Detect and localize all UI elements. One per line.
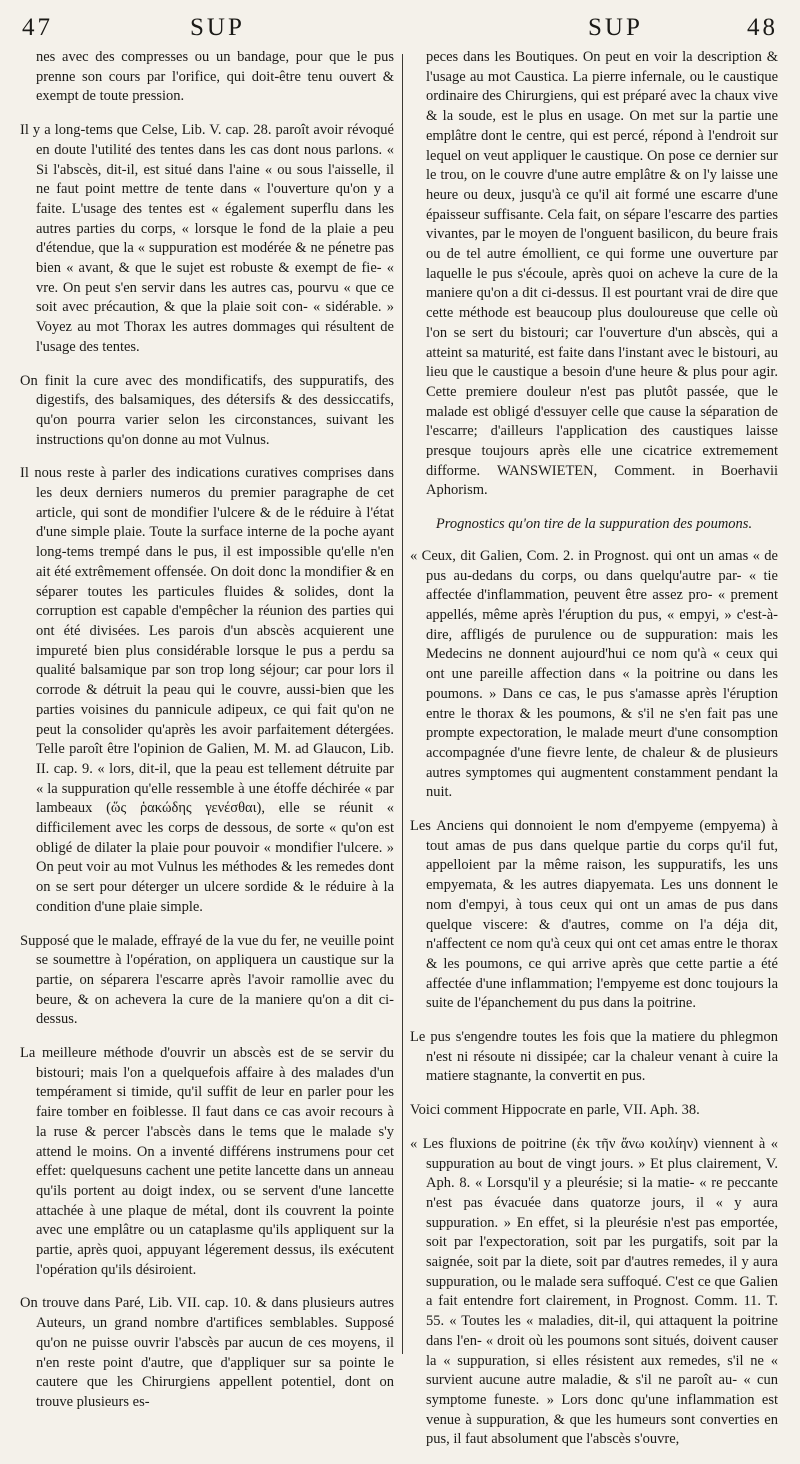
paragraph: On trouve dans Paré, Lib. VII. cap. 10. & dans plusieurs autres Auteurs, un grand nombre d'artifices semblables. Supposé qu'on ne puisse ouvrir l'abscès par aucun de ces moyens, il n'en reste point d'autre, que d'appliquer sur sa pointe le cautere que les Chirurgiens appellent potentiel, dont on trouve plusieurs es-	[20, 1295, 394, 1410]
running-title-right: SUP	[588, 14, 643, 41]
paragraph: Voici comment Hippocrate en parle, VII. Aph. 38.	[410, 1102, 700, 1119]
running-header	[22, 14, 778, 50]
paragraph: Supposé que le malade, effrayé de la vue du fer, ne veuille point se soumettre à l'opération, on appliquera un caustique sur la partie, on séparera l'escarre après l'avoir ramollie avec du beure, & on achevera la cure de la maniere qu'on a dit ci-dessus.	[20, 932, 394, 1028]
page-number-right: 48	[747, 14, 778, 41]
paragraph: Les Anciens qui donnoient le nom d'empyeme (empyema) à tout amas de pus dans quelque partie du corps qu'il fut, appelloient par la même raison, les suppuratifs, les uns empyemata, & les autres diapyemata. Les uns donnent le nom d'empyi, à tous ceux qui ont un amas de pus dans quelque viscere: & d'autres, comme on l'a déja dit, n'affectent ce nom qu'à ceux qui ont cet amas entre le thorax & les poumons, ce qui arrive après que cette partie a été affectée d'une inflammation; l'empyeme est donc toujours la suite de l'épanchement du pus dans la poitrine.	[410, 818, 778, 1012]
paragraph: « Les fluxions de poitrine (ἐκ τῆν ἄνω κοιλίην) viennent à « suppuration au bout de vingt jours. » Et plus clairement, V. Aph. 8. « Lorsqu'il y a pleurésie; si la matie- « re peccante n'est pas évacuée dans quatorze jours, il « y aura suppuration. » En effet, si la pleurésie n'est pas emportée, soit par l'expectoration, soit par les purgatifs, soit par la saignée, soit par la diete, soit par d'autres remedes, il y aura suppuration, ou le malade sera suffoqué. C'est ce que Galien a fait entendre fort clairement, in Prognost. Comm. 11. T. 55. « Toutes les « maladies, dit-il, qui attaquent la poitrine dans l'en- « droit où les poumons sont situés, doivent causer la « suppuration, si elles résistent aux remedes, s'il ne « survient aucune autre maladie, & s'il ne paroît au- « cun symptome funeste. » Lors donc qu'une inflammation est venue à suppuration, & que les humeurs sont converties en pus, il faut absolument que l'abscès s'ouvre,	[410, 1135, 778, 1448]
paragraph: peces dans les Boutiques. On peut en voir la description & l'usage au mot Caustica. La pierre infernale, ou le caustique ordinaire des Chirurgiens, qui est préparé avec la chaux vive & la soude, est le plus en usage. On met sur la partie une emplâtre dont le centre, qui est percé, répond à l'endroit sur lequel on veut appliquer le caustique. On pose ce dernier sur le trou, on le couvre d'une autre emplâtre & on l'y laisse une heure ou deux, jusqu'à ce qu'il ait formé une escarre d'une épaisseur suffisante. Cela fait, on sépare l'escarre des parties vivantes, par le moyen de l'onguent basilicon, du beure frais ou de tel autre émollient, ce qui forme une ouverture par laquelle le pus s'écoule, après quoi on acheve la cure de la maniere qu'on a dit ci-dessus. Il est pourtant vrai de dire que cette méthode est beaucoup plus douloureuse que celle où l'on se sert du bistouri; car l'ouverture d'un abscès, qui a atteint sa maturité, est faite dans l'instant avec le bistouri, au lieu que le caustique a besoin d'une heure & plus pour agir. Cette premiere douleur n'est pas plutôt passée, que le malade est obligé d'essuyer celle que cause la séparation de l'escarre; d'ailleurs l'application des caustiques laisse presque toujours après elle une cicatrice extremement difforme. WANSWIETEN, Comment. in Boerhavii Aphorism.	[426, 49, 778, 499]
left-column	[20, 48, 394, 1427]
right-column	[410, 48, 778, 1464]
paragraph: La meilleure méthode d'ouvrir un abscès est de se servir du bistouri; mais l'on a quelquefois affaire à des malades d'un tempérament si timide, qu'il suffit de leur en parler pour les faire tomber en foiblesse. Il faut dans ce cas avoir recours à la ruse & percer l'abscès dans le tems que le malade s'y attend le moins. On a inventé différens instrumens pour cet effet: quelquesuns cachent une petite lancette dans un anneau qu'ils portent au doigt index, ou se servent d'une lancette attachée à une plaque de métal, dont ils couvrent la pointe avec une emplâtre ou un cataplasme qu'ils appliquent sur la partie, après quoi, appuyant légerement dessus, ils exécutent l'opération qu'ils désiroient.	[20, 1045, 394, 1278]
paragraph: On finit la cure avec des mondificatifs, des suppuratifs, des digestifs, des balsamiques, des détersifs & des dessiccatifs, qu'on pourra varier selon les circonstances, suivant les instructions qu'on donne au mot Vulnus.	[20, 372, 394, 448]
paragraph: Le pus s'engendre toutes les fois que la matiere du phlegmon n'est ni résoute ni dissipée; car la chaleur venant à cuire la matiere stagnante, la convertit en pus.	[410, 1029, 778, 1085]
paragraph: Il y a long-tems que Celse, Lib. V. cap. 28. paroît avoir révoqué en doute l'utilité des tentes dans les cas dont nous parlons. « Si l'abscès, dit-il, est situé dans l'aine « ou sous l'aisselle, il ne faut point mettre de tente dans « l'ouverture qu'on y a faite. L'usage des tentes est « également superflu dans les autres parties du corps, « lorsque le fond de la plaie a peu d'étendue, que la « suppuration est modérée & ne pénetre pas bien « avant, & que le sujet est robuste & exempt de fie- « vre. On peut s'en servir dans les autres cas, pourvu « que ce soit avec précaution, & que la plaie soit con- « sidérable. » Voyez au mot Thorax les autres dommages qui résultent de l'usage des tentes.	[20, 122, 394, 355]
running-title-left: SUP	[190, 14, 245, 41]
page-number-left: 47	[22, 14, 53, 41]
paragraph: Il nous reste à parler des indications curatives comprises dans les deux derniers numeros du premier paragraphe de cet article, qui sont de mondifier l'ulcere & de le réduire à l'état d'une simple plaie. Toute la surface interne de la poche ayant long-tems trempé dans le pus, il est impossible qu'elle n'en ait été extrêmement offensée. On doit donc la mondifier & en séparer toutes les particules fluides & solides, dont la corruption est capable d'empêcher la réunion des parties qui ont été divisées. Les parois d'un abscès acquierent une impureté bien plus considérable lorsque le pus a perdu sa qualité balsamique par son trop long séjour; car pour lors il corrode & détruit la peau qui le couvre, aussi-bien que les parties voisines du pannicule adipeux, ce qui fait qu'on ne peut la consolider qu'après les avoir parfaitement détergées. Telle paroît être l'opinion de Galien, M. M. ad Glaucon, Lib. II. cap. 9. « lors, dit-il, que la peau est tellement détruite par « la suppuration qu'elle ressemble à une étoffe déchirée « par lambeaux (ὥς ῥακώδης γενέσθαι), elle se réunit « difficilement avec les corps de dessous, de sorte « qu'on est obligé de dilater la plaie pour pouvoir « mondifier l'ulcere. » On peut voir au mot Vulnus les méthodes & les remedes dont on se sert pour déterger un ulcere sordide & le réduire à la condition d'une plaie simple.	[20, 465, 394, 915]
column-divider	[402, 54, 403, 1354]
paragraph: nes avec des compresses ou un bandage, pour que le pus prenne son cours par l'orifice, qui doit-être tenu ouvert & exempt de toute pression.	[36, 49, 394, 105]
section-heading: Prognostics qu'on tire de la suppuration des poumons.	[435, 516, 753, 533]
paragraph: « Ceux, dit Galien, Com. 2. in Prognost. qui ont un amas « de pus au-dedans du corps, ou dans quelqu'autre par- « tie affectée d'inflammation, peuvent être assez pro- « prement appellés, même après l'éruption du pus, « empyi, » c'est-à-dire, affligés de purulence ou de suppuration: mais les Medecins ne donnent aujourd'hui ce nom qu'à « ceux qui ont une pareille affection dans « la poitrine ou dans les poumons. » Dans ce cas, le pus s'amasse après l'éruption entre le thorax & les poumons, & s'il ne s'en fait pas une prompte expectoration, le malade meurt d'une consomption accompagnée d'une fievre lente, de chaleur & de plusieurs autres symptomes qui augmentent constamment pendant la nuit.	[410, 547, 778, 801]
